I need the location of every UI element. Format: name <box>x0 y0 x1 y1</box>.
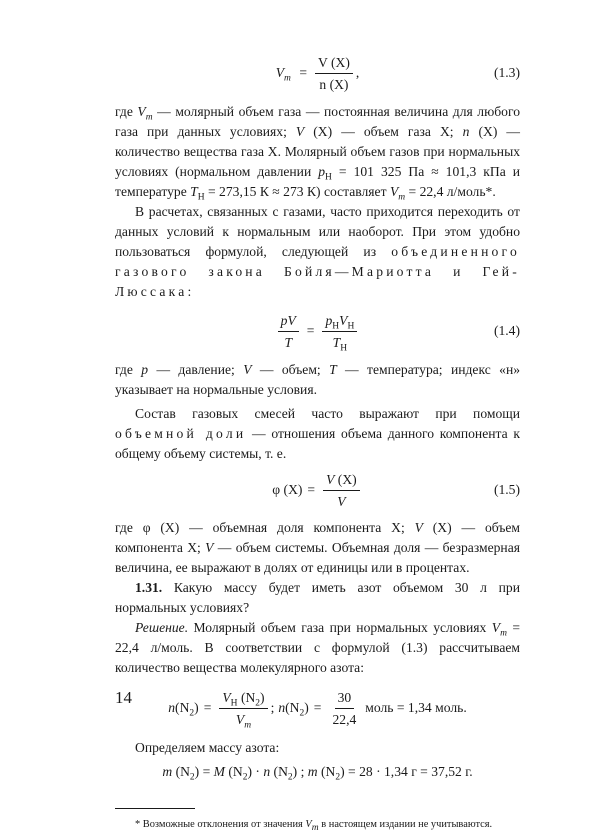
fraction <box>329 689 359 728</box>
formula-1-4: $\frac{pV}{T}$ = $\frac{p_НV_Н}{T_Н}$ (1.4) <box>115 306 520 356</box>
formula-subscript: m <box>284 73 291 84</box>
denominator: 22,4 <box>332 711 357 727</box>
denominator: V <box>337 493 346 509</box>
fraction <box>322 312 357 354</box>
formula-n2: $n(N_2)$ = $\frac{V_Н (N_2)}{V_m}$ ; $n(N_2)$ = $\frac{30}{22,4}$ моль = 1,34 моль. <box>168 689 467 731</box>
denominator: T <box>284 334 292 350</box>
denominator: $T_Н$ <box>332 334 348 354</box>
denominator: n (X) <box>319 76 349 92</box>
numerator: V (X) <box>315 54 353 74</box>
paragraph-volume-fraction: Состав газовых смесей часто выражают при помощи объемной доли — отношения объема данного компонента к общему объему системы, т. е. <box>115 406 520 461</box>
equation-number: (1.4) <box>493 323 520 338</box>
footnote-divider <box>115 808 195 809</box>
paragraph-gas-conversion: В расчетах, связанных с газами, часто приходится переходить от данных условий к нормальным или наоборот. При этом удобно пользоваться формулой, следующей из объединенного газового закона Бойля—Мариотта и Гей-Люссака: <box>115 204 520 299</box>
paragraph-mass: Определяем массу азота: <box>135 740 280 755</box>
fraction <box>315 54 353 93</box>
numerator: 30 <box>335 689 355 709</box>
spaced-term: объемной доли <box>115 426 247 441</box>
page-content <box>115 48 520 833</box>
fraction <box>323 471 360 510</box>
page-number: 14 <box>115 688 132 707</box>
numerator: pV <box>278 312 299 332</box>
paragraph-molar-volume: где $V_m$ — молярный объем газа — постоянная величина для любого газа при данных условиях; V (X) — объем газа X; n (X) — количество вещества газа X. Молярный объем газов при нормальных условиях (нормальном давлении $p_Н = 101$ 325 Па ≈ 101,3 кПа и температуре $T_Н = 273,15$ К ≈ 273 К) составляет $V_m = 22,4$ л/моль*. <box>115 104 521 203</box>
numerator: V (X) <box>323 471 360 491</box>
solution-label: Решение. <box>135 620 189 635</box>
formula-1-3: $V_m$ = $\frac{V (X)}{n (X)}$ , (1.3) <box>275 54 520 92</box>
spaced-term: объединенного газового закона Бойля—Мариотта и Гей-Люссака <box>115 244 520 299</box>
fraction <box>219 689 267 731</box>
fraction <box>278 312 299 351</box>
paragraph-variables: где p — давление; V — объем; T — температура; индекс «н» указывает на нормальные условия. <box>115 362 521 397</box>
denominator: $V_m$ <box>235 711 252 731</box>
equation-number: (1.5) <box>493 482 520 497</box>
formula-trail: , <box>355 65 360 80</box>
formula-1-5: φ (X) = $\frac{V (X)}{V}$ (1.5) <box>272 471 520 509</box>
numerator: $V_Н$ $(N_2)$ <box>219 689 267 709</box>
solution-paragraph: Решение. Молярный объем газа при нормальных условиях $V_m = 22,4$ л/моль. В соответствии с формулой (1.3) рассчитываем количество вещества молекулярного азота: <box>115 620 520 675</box>
problem-number: 1.31. <box>135 580 163 595</box>
footnote: * Возможные отклонения от значения $V_m$ в настоящем издании не учитываются. <box>135 819 493 833</box>
problem-statement: 1.31. Какую массу будет иметь азот объемом 30 л при нормальных условиях? <box>115 580 520 615</box>
formula-symbol: V <box>275 65 285 80</box>
equation-number: (1.3) <box>493 65 520 80</box>
paragraph-volume-fraction-def: где φ (X) — объемная доля компонента X; V (X) — объем компонента X; V — объем системы. Объемная доля — безразмерная величина, ее выражают в долях от единицы или в процентах. <box>115 520 520 575</box>
numerator: $p_НV_Н$ <box>322 312 357 332</box>
formula-mass: m $(N_2) = M$ $(N_2) \cdot n$ $(N_2)$ ; m $(N_2) = 28 \cdot 1,34$ г = 37,52 г. <box>162 764 473 783</box>
